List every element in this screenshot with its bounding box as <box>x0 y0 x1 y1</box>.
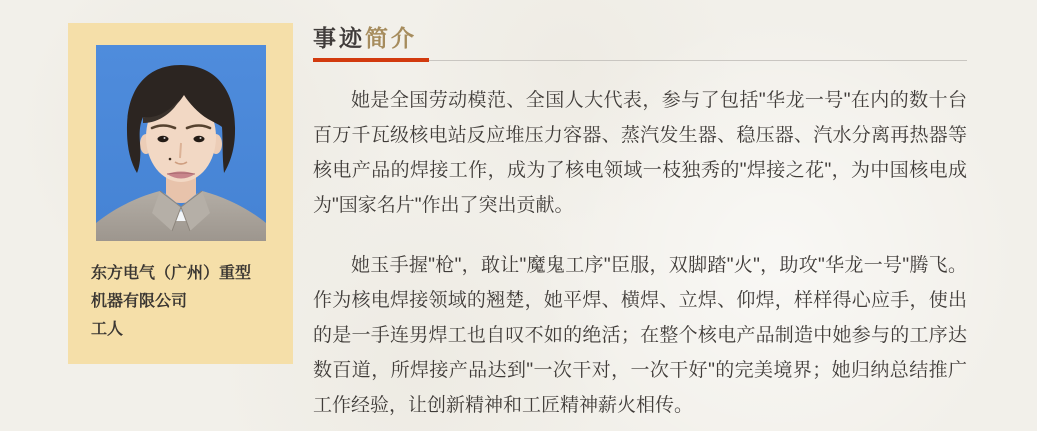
profile-summary-section <box>313 20 967 423</box>
section-title-dark: 事迹 <box>313 25 365 51</box>
section-title <box>313 20 967 53</box>
profile-card <box>68 23 293 364</box>
title-underline-accent <box>313 58 429 62</box>
org-name-line-1: 东方电气（广州）重型 <box>91 265 252 282</box>
org-name-line-2: 机器有限公司 <box>91 293 188 310</box>
title-underline <box>313 58 967 62</box>
role-label: 工人 <box>91 321 124 338</box>
summary-paragraph-2: 她玉手握"枪"，敢让"魔鬼工序"臣服，双脚踏"火"，助攻"华龙一号"腾飞。作为核电焊接领域的翘楚，她平焊、横焊、立焊、仰焊，样样得心应手，使出的是一手连男焊工也自叹不如的绝活；在整个核电产品制造中她参与的工序达数百道，所焊接产品达到"一次干对，一次干好"的完美境界；她归纳总结推广工作经验，让创新精神和工匠精神薪火相传。 <box>313 255 967 416</box>
summary-paragraph-1: 她是全国劳动模范、全国人大代表，参与了包括"华龙一号"在内的数十台百万千瓦级核电站反应堆压力容器、蒸汽发生器、稳压器、汽水分离再热器等核电产品的焊接工作，成为了核电领域一枝独秀的"焊接之花"，为中国核电成为"国家名片"作出了突出贡献。 <box>313 90 967 216</box>
section-title-gold: 简介 <box>365 25 417 51</box>
title-underline-rule <box>429 60 967 61</box>
summary-text <box>313 83 967 423</box>
portrait-photo <box>96 45 266 241</box>
card-info <box>68 241 293 344</box>
portrait-illustration <box>96 45 266 241</box>
